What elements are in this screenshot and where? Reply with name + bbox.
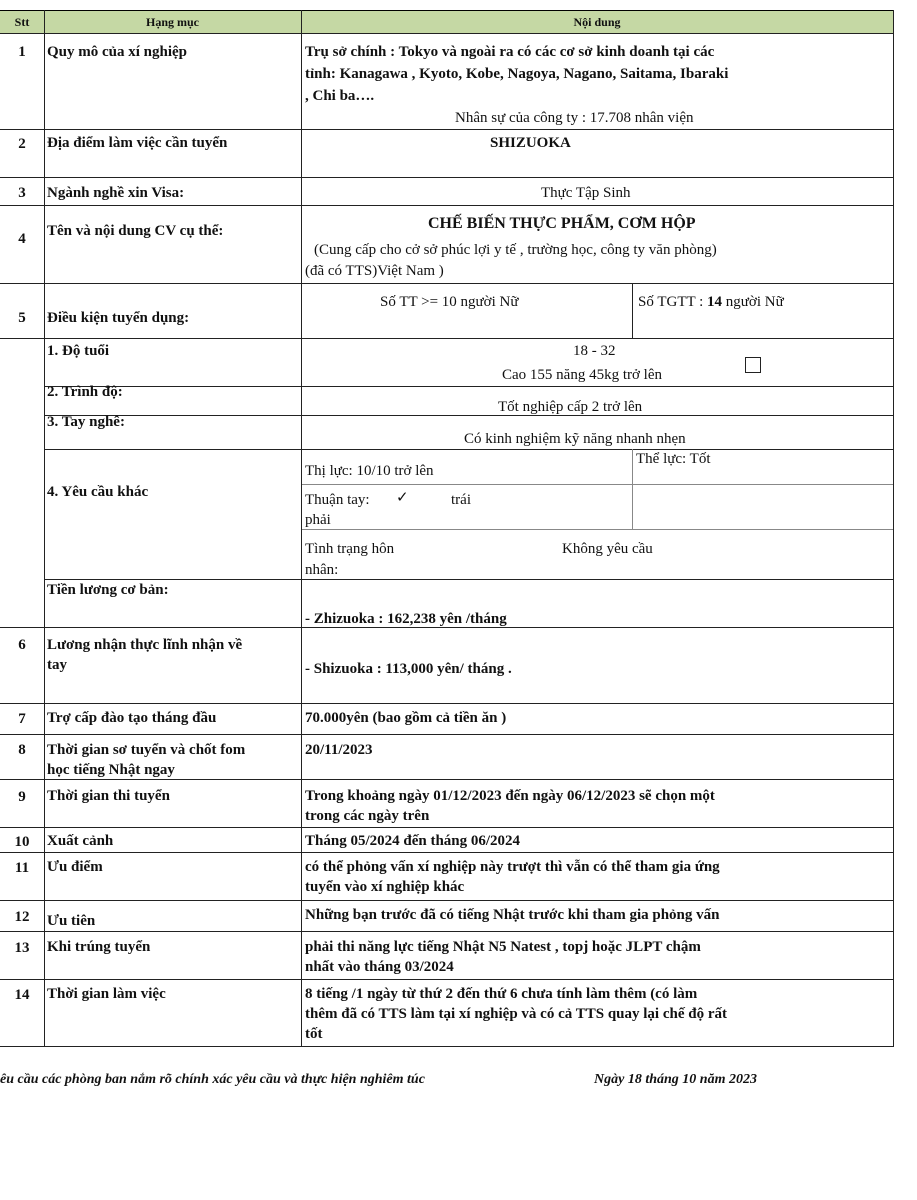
header-stt: Stt — [14, 15, 30, 29]
row-5-applicant-label: Số TGTT : — [638, 294, 708, 310]
height-weight-value: Cao 155 năng 45kg trở lên — [502, 367, 662, 383]
row-1-content-line-1: Trụ sở chính : Tokyo và ngoài ra có các cơ sở kinh doanh tại các — [305, 44, 715, 60]
skill-label: 3. Tay nghê: — [47, 414, 125, 430]
other-requirements-label: 4. Yêu cầu khác — [47, 484, 149, 500]
row-8-stt: 8 — [18, 742, 26, 758]
row-5-applicant-num: 14 — [707, 294, 723, 310]
row-3-content: Thực Tập Sinh — [541, 185, 631, 201]
row-12-content: Những bạn trước đã có tiếng Nhật trước khi tham gia phỏng vấn — [305, 907, 720, 923]
row-2-stt: 2 — [18, 136, 26, 152]
marital-value: Không yêu cầu — [562, 541, 653, 557]
row-8-item-line-2: học tiếng Nhật ngay — [47, 762, 175, 778]
row-9-item: Thời gian thi tuyển — [47, 788, 170, 804]
row-6-stt: 6 — [18, 637, 26, 653]
row-13-item: Khi trúng tuyển — [47, 939, 151, 955]
base-salary-value: - Zhizuoka : 162,238 yên /tháng — [305, 611, 507, 627]
row-7-content: 70.000yên (bao gồm cả tiền ăn ) — [305, 710, 507, 726]
row-12-stt: 12 — [14, 909, 30, 925]
row-13-content-line-2: nhất vào tháng 03/2024 — [305, 959, 454, 975]
row-8-content: 20/11/2023 — [305, 742, 373, 758]
row-6-item-line-1: Lương nhận thực lĩnh nhận về — [47, 637, 243, 653]
footer-note: êu cầu các phòng ban nắm rõ chính xác yêu cầu và thực hiện nghiêm túc — [0, 1072, 425, 1087]
row-1-stt: 1 — [18, 44, 26, 60]
row-7-stt: 7 — [18, 711, 26, 727]
row-14-content-line-2: thêm đã có TTS làm tại xí nghiệp và có cả TTS quay lại chế độ rất — [305, 1006, 727, 1022]
footer-date: Ngày 18 tháng 10 năm 2023 — [594, 1072, 757, 1087]
row-11-item: Ưu điểm — [47, 859, 103, 875]
row-2-item: Địa điểm làm việc cần tuyển — [47, 135, 228, 151]
handedness-left: trái — [451, 492, 471, 508]
row-5-item: Điều kiện tuyển dụng: — [47, 310, 190, 326]
row-6-item-line-2: tay — [47, 657, 67, 673]
row-10-item: Xuất cảnh — [47, 833, 114, 849]
handedness-check: ✓ — [396, 490, 409, 506]
skill-value: Có kinh nghiệm kỹ năng nhanh nhẹn — [464, 431, 686, 447]
row-11-stt: 11 — [14, 860, 30, 876]
row-4-item: Tên và nội dung CV cụ thể: — [47, 223, 224, 239]
row-3-stt: 3 — [18, 185, 26, 201]
row-12-item: Ưu tiên — [47, 913, 96, 929]
handedness-label: Thuận tay: — [305, 492, 370, 508]
age-label: 1. Độ tuổi — [47, 343, 110, 359]
row-14-stt: 14 — [14, 987, 30, 1003]
row-7-item: Trợ cấp đào tạo tháng đầu — [47, 710, 217, 726]
row-8-item-line-1: Thời gian sơ tuyển và chốt fom — [47, 742, 246, 758]
marital-label-line-2: nhân: — [305, 562, 339, 578]
row-5-trainee-count: Số TT >= 10 người Nữ — [380, 294, 519, 310]
fitness-value: Thể lực: Tốt — [636, 451, 711, 467]
row-14-content-line-1: 8 tiếng /1 ngày từ thứ 2 đến thứ 6 chưa tính làm thêm (có làm — [305, 986, 698, 1002]
row-5-stt: 5 — [18, 310, 26, 326]
row-10-content: Tháng 05/2024 đến tháng 06/2024 — [305, 833, 521, 849]
row-10-stt: 10 — [14, 834, 30, 850]
row-9-content-line-1: Trong khoảng ngày 01/12/2023 đến ngày 06/12/2023 sẽ chọn một — [305, 788, 715, 804]
row-14-item: Thời gian làm việc — [47, 986, 166, 1002]
row-11-content-line-2: tuyển vào xí nghiệp khác — [305, 879, 465, 895]
height-checkbox[interactable] — [745, 357, 761, 373]
row-1-staff-count: Nhân sự của công ty : 17.708 nhân viện — [455, 110, 694, 126]
education-label: 2. Trình độ: — [47, 384, 123, 400]
row-4-content-line-2: (đã có TTS)Việt Nam ) — [305, 263, 444, 279]
row-4-content-title: CHẾ BIẾN THỰC PHẨM, CƠM HỘP — [428, 215, 696, 232]
row-11-content-line-1: có thể phỏng vấn xí nghiệp này trượt thì vẫn có thể tham gia ứng — [305, 859, 720, 875]
handedness-right: phải — [305, 512, 331, 528]
header-content: Nội dung — [573, 15, 621, 29]
base-salary-label: Tiền lương cơ bản: — [47, 582, 169, 598]
row-4-stt: 4 — [18, 231, 26, 247]
age-value: 18 - 32 — [573, 343, 616, 359]
row-1-content-line-2: tỉnh: Kanagawa , Kyoto, Kobe, Nagoya, Nagano, Saitama, Ibaraki — [305, 66, 729, 82]
row-13-stt: 13 — [14, 940, 30, 956]
row-6-content: - Shizuoka : 113,000 yên/ tháng . — [305, 661, 512, 677]
row-3-item: Ngành nghề xin Visa: — [47, 185, 185, 201]
row-14-content-line-3: tốt — [305, 1026, 323, 1042]
row-13-content-line-1: phải thi năng lực tiếng Nhật N5 Natest , topj hoặc JLPT chậm — [305, 939, 701, 955]
vision-value: Thị lực: 10/10 trở lên — [305, 463, 434, 479]
row-1-item: Quy mô của xí nghiệp — [47, 44, 188, 60]
row-9-stt: 9 — [18, 789, 26, 805]
row-5-applicant-count — [638, 293, 784, 312]
row-4-content-line-1: (Cung cấp cho cở sở phúc lợi y tế , trường học, công ty văn phòng) — [314, 242, 717, 258]
education-value: Tốt nghiệp cấp 2 trở lên — [498, 399, 643, 415]
marital-label-line-1: Tình trạng hôn — [305, 541, 395, 557]
row-9-content-line-2: trong các ngày trên — [305, 808, 430, 824]
row-1-content-line-3: , Chi ba…. — [305, 88, 375, 104]
header-item: Hạng mục — [145, 15, 199, 29]
row-2-content: SHIZUOKA — [490, 135, 571, 151]
row-5-applicant-rest: người Nữ — [722, 294, 784, 310]
